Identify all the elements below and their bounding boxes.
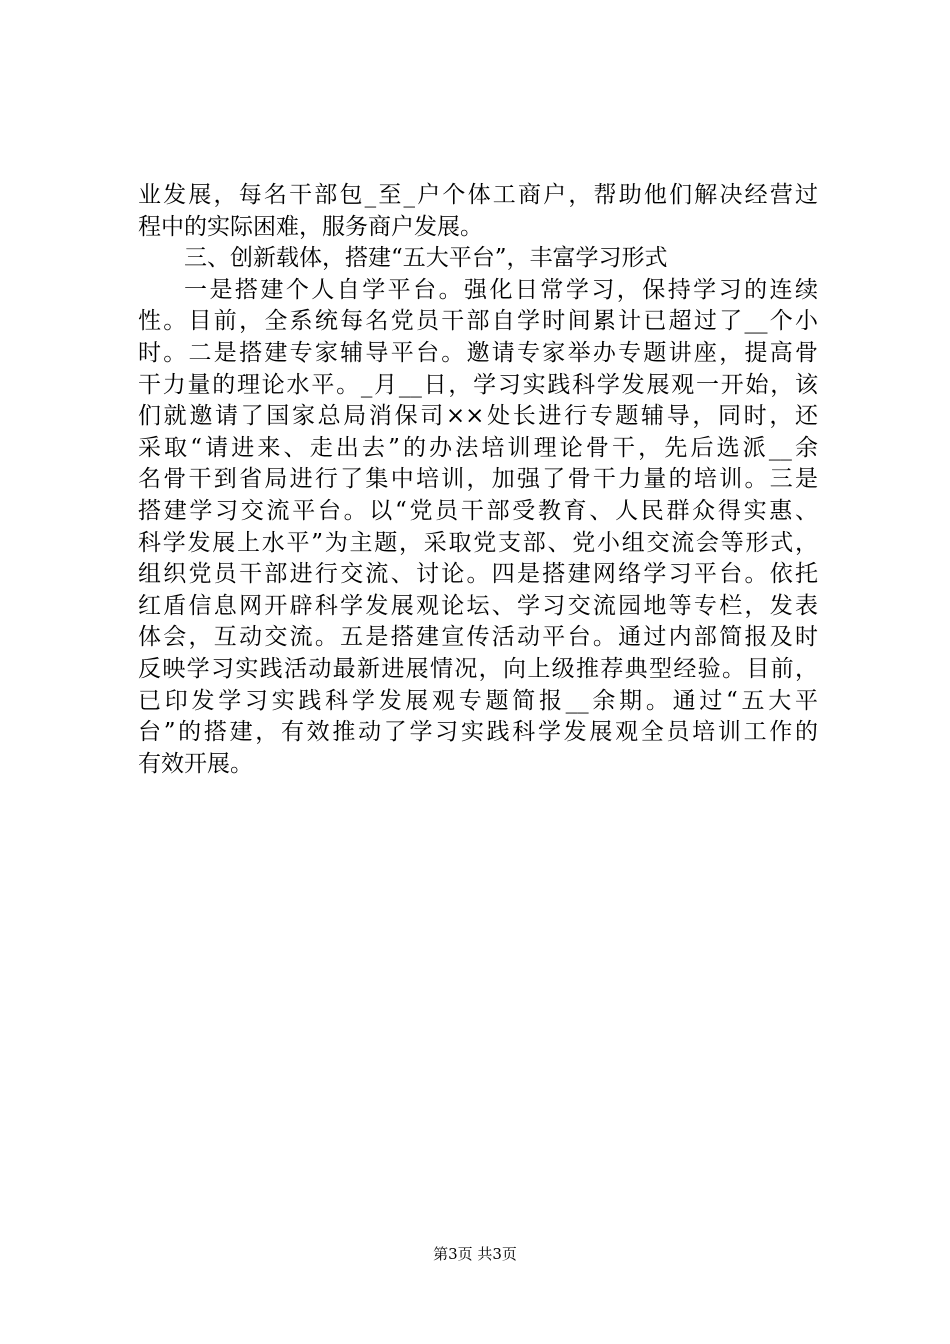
text-line: 性。目前，全系统每名党员干部自学时间累计已超过了__个小 [138, 308, 818, 335]
text-line: 干力量的理论水平。_月__日，学习实践科学发展观一开始，该 [138, 371, 818, 398]
text-line: 科学发展上水平”为主题，采取党支部、党小组交流会等形式， [138, 529, 818, 556]
section-heading: 三、创新载体，搭建“五大平台”，丰富学习形式 [184, 245, 668, 272]
text-line: 时。二是搭建专家辅导平台。邀请专家举办专题讲座，提高骨 [138, 339, 818, 366]
text-line: 已印发学习实践科学发展观专题简报__余期。通过“五大平 [138, 687, 818, 714]
text-line: 一是搭建个人自学平台。强化日常学习，保持学习的连续 [184, 276, 818, 303]
text-line: 红盾信息网开辟科学发展观论坛、学习交流园地等专栏，发表 [138, 592, 818, 619]
text-line: 台”的搭建，有效推动了学习实践科学发展观全员培训工作的 [138, 719, 818, 746]
body-text [138, 180, 818, 780]
text-line: 搭建学习交流平台。以“党员干部受教育、人民群众得实惠、 [138, 497, 818, 524]
text-line: 们就邀请了国家总局消保司××处长进行专题辅导，同时，还 [138, 403, 818, 430]
text-line: 组织党员干部进行交流、讨论。四是搭建网络学习平台。依托 [138, 561, 818, 588]
text-line: 体会，互动交流。五是搭建宣传活动平台。通过内部简报及时 [138, 624, 818, 651]
page-number-footer: 第3页 共3页 [433, 1245, 517, 1263]
text-line: 反映学习实践活动最新进展情况，向上级推荐典型经验。目前， [138, 655, 818, 682]
text-line: 名骨干到省局进行了集中培训，加强了骨干力量的培训。三是 [138, 466, 818, 493]
text-line: 采取“请进来、走出去”的办法培训理论骨干，先后选派__余 [138, 434, 818, 461]
text-line: 有效开展。 [138, 750, 253, 777]
text-line: 程中的实际困难，服务商户发展。 [138, 213, 483, 240]
text-line: 业发展，每名干部包_至_户个体工商户，帮助他们解决经营过 [138, 182, 818, 208]
